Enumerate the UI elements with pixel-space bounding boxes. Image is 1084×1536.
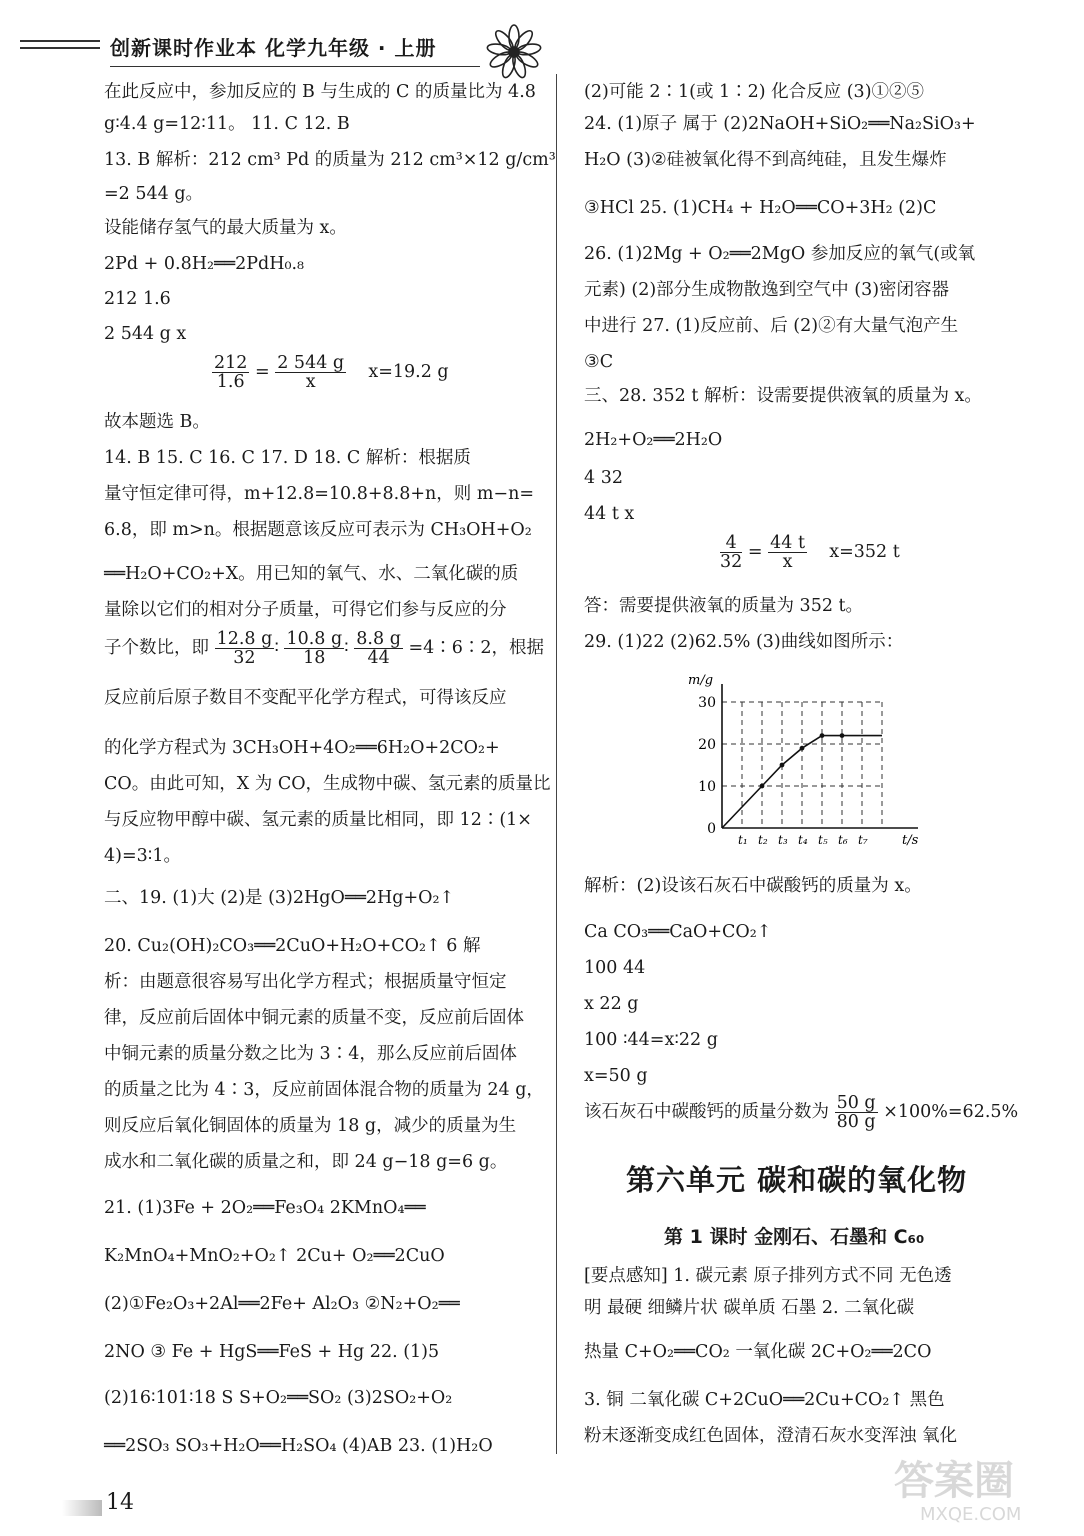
text-line: 二、19. (1)大 (2)是 (3)2HgO══2Hg+O₂↑ bbox=[104, 888, 455, 908]
unit-title: 第六单元 碳和碳的氧化物 bbox=[626, 1163, 968, 1197]
x-tick-label: t₃ bbox=[778, 833, 788, 847]
text-line: 2Pd + 0.8H₂══2PdH₀.₈ bbox=[104, 254, 305, 274]
watermark-logo bbox=[884, 1448, 1074, 1528]
text-line: 20. Cu₂(OH)₂CO₃══2CuO+H₂O+CO₂↑ 6 解 bbox=[104, 936, 481, 956]
text-line: 21. (1)3Fe + 2O₂══Fe₃O₄ 2KMnO₄══ bbox=[104, 1198, 426, 1218]
text-line: 明 最硬 细鳞片状 碳单质 石墨 2. 二氧化碳 bbox=[584, 1298, 915, 1318]
text-line: 13. B 解析：212 cm³ Pd 的质量为 212 cm³×12 g/cm³ bbox=[104, 150, 556, 170]
text-line: [要点感知] 1. 碳元素 原子排列方式不同 无色透 bbox=[584, 1266, 952, 1286]
fraction: $\frac{50 g}{80 g}$ bbox=[836, 1093, 876, 1132]
x-tick-label: t₇ bbox=[858, 833, 868, 847]
header-rule bbox=[110, 66, 480, 67]
y-tick-label: 30 bbox=[698, 695, 716, 711]
svg-text:答案圈: 答案圈 bbox=[894, 1458, 1014, 1504]
text-line: 热量 C+O₂══CO₂ 一氧化碳 2C+O₂══2CO bbox=[584, 1342, 932, 1362]
text-line: H₂O (3)②硅被氧化得不到高纯硅，且发生爆炸 bbox=[584, 150, 947, 170]
data-point bbox=[840, 733, 845, 738]
x-tick-label: t₁ bbox=[738, 833, 748, 847]
y-tick-label: 20 bbox=[698, 737, 716, 753]
text-line: 2H₂+O₂══2H₂O bbox=[584, 430, 723, 450]
fraction: $\frac{8.8 g}{44}$ bbox=[356, 629, 401, 668]
text-line: 粉末逐渐变成红色固体，澄清石灰水变浑浊 氧化 bbox=[584, 1426, 958, 1446]
text-line: 26. (1)2Mg + O₂══2MgO 参加反应的氧气(或氧 bbox=[584, 244, 976, 264]
text-line: 则反应后氧化铜固体的质量为 18 g，减少的质量为生 bbox=[104, 1116, 517, 1136]
text-line: 故本题选 B。 bbox=[104, 412, 210, 432]
text-line: 的化学方程式为 3CH₃OH+4O₂══6H₂O+2CO₂+ bbox=[104, 738, 500, 758]
text-line: 三、28. 352 t 解析：设需要提供液氧的质量为 x。 bbox=[584, 386, 982, 406]
y-tick-label: 10 bbox=[698, 779, 716, 795]
text-line: 律，反应前后固体中铜元素的质量不变，反应前后固体 bbox=[104, 1008, 524, 1028]
text-line: 2NO ③ Fe + HgS══FeS + Hg 22. (1)5 bbox=[104, 1342, 440, 1362]
text-line: 100 44 bbox=[584, 958, 646, 978]
text-line: 29. (1)22 (2)62.5% (3)曲线如图所示： bbox=[584, 632, 904, 652]
header-title: 创新课时作业本 化学九年级 · 上册 bbox=[110, 36, 437, 60]
text-line: 4)=3∶1。 bbox=[104, 846, 181, 866]
text-line: 212 1.6 bbox=[104, 289, 171, 309]
data-point bbox=[820, 733, 825, 738]
text-line: ③C bbox=[584, 352, 614, 372]
fraction: $\frac{212}{1.6}$ bbox=[214, 353, 248, 392]
text-line: ══2SO₃ SO₃+H₂O══H₂SO₄ (4)AB 23. (1)H₂O bbox=[104, 1436, 493, 1456]
text-line: x 22 g bbox=[584, 994, 639, 1014]
mass-time-chart bbox=[676, 664, 936, 854]
x-tick-label: t₄ bbox=[798, 833, 808, 847]
x-tick-label: t₂ bbox=[758, 833, 768, 847]
fraction: $\frac{2 544 g}{x}$ bbox=[277, 353, 345, 392]
column-divider bbox=[556, 74, 557, 1454]
data-point bbox=[800, 746, 805, 751]
text-line: 与反应物甲醇中碳、氢元素的质量比相同，即 12∶(1× bbox=[104, 810, 532, 830]
fraction: $\frac{44 t}{x}$ bbox=[770, 533, 805, 572]
data-point bbox=[760, 784, 765, 789]
text-line: 的质量之比为 4∶3，反应前固体混合物的质量为 24 g， bbox=[104, 1080, 544, 1100]
text-line: CO。由此可知，X 为 CO，生成物中碳、氢元素的质量比 bbox=[104, 774, 551, 794]
page-header bbox=[20, 28, 540, 68]
text-line: 设能储存氢气的最大质量为 x。 bbox=[104, 218, 347, 238]
text-line: 中进行 27. (1)反应前、后 (2)②有大量气泡产生 bbox=[584, 316, 959, 336]
percent-line: 该石灰石中碳酸钙的质量分数为 $\frac{50 g}{80 g}$ ×100%=62.5% bbox=[584, 1093, 1019, 1132]
left-fraction-equation: $\frac{212}{1.6}$ = $\frac{2 544 g}{x}$ x=19.2 g bbox=[214, 353, 449, 392]
text-line: (2)16∶101∶18 S S+O₂══SO₂ (3)2SO₂+O₂ bbox=[104, 1388, 453, 1408]
right-fraction-equation: $\frac{4}{32}$ = $\frac{44 t}{x}$ x=352 t bbox=[720, 533, 900, 572]
flower-icon bbox=[482, 20, 546, 84]
text-line: x=50 g bbox=[584, 1066, 648, 1086]
fraction: $\frac{12.8 g}{32}$ bbox=[216, 629, 273, 668]
text-line: 24. (1)原子 属于 (2)2NaOH+SiO₂══Na₂SiO₃+ bbox=[584, 114, 976, 134]
text-line: g∶4.4 g=12∶11。 11. C 12. B bbox=[104, 114, 350, 134]
x-tick-label: t₆ bbox=[838, 833, 848, 847]
text-line: 中铜元素的质量分数之比为 3∶4，那么反应前后固体 bbox=[104, 1044, 517, 1064]
text-line: 元素) (2)部分生成物散逸到空气中 (3)密闭容器 bbox=[584, 280, 950, 300]
text-line: ══H₂O+CO₂+X。用已知的氧气、水、二氧化碳的质 bbox=[104, 564, 519, 584]
text-line: 14. B 15. C 16. C 17. D 18. C 解析：根据质 bbox=[104, 448, 471, 468]
text-line: 量除以它们的相对分子质量，可得它们参与反应的分 bbox=[104, 600, 507, 620]
header-decoration-lines bbox=[20, 40, 100, 54]
text-line: ③HCl 25. (1)CH₄ + H₂O══CO+3H₂ (2)C bbox=[584, 198, 937, 218]
svg-text:MXQE.COM: MXQE.COM bbox=[920, 1504, 1022, 1525]
text-line: (2)①Fe₂O₃+2Al══2Fe+ Al₂O₃ ②N₂+O₂══ bbox=[104, 1294, 460, 1314]
y-tick-label: 0 bbox=[707, 821, 716, 837]
text-line: =2 544 g。 bbox=[104, 184, 204, 204]
text-line: (2)可能 2∶1(或 1∶2) 化合反应 (3)①②⑤ bbox=[584, 82, 925, 102]
lesson-title: 第 1 课时 金刚石、石墨和 C₆₀ bbox=[664, 1226, 925, 1248]
text-line: 量守恒定律可得，m+12.8=10.8+8.8+n，则 m−n= bbox=[104, 484, 535, 504]
text-line: 44 t x bbox=[584, 504, 635, 524]
text-line: 4 32 bbox=[584, 468, 623, 488]
text-line: 成水和二氧化碳的质量之和，即 24 g−18 g=6 g。 bbox=[104, 1152, 508, 1172]
text-line: 答：需要提供液氧的质量为 352 t。 bbox=[584, 596, 864, 616]
y-axis-label: m/g bbox=[688, 673, 714, 688]
text-line: 3. 铜 二氧化碳 C+2CuO══2Cu+CO₂↑ 黑色 bbox=[584, 1390, 945, 1410]
text-line: 2 544 g x bbox=[104, 324, 187, 344]
data-point bbox=[780, 763, 785, 768]
left-ratio-line: 子个数比，即 $\frac{12.8 g}{32}$ ∶ $\frac{10.8 g}{18}$ ∶ $\frac{8.8 g}{44}$ =4∶6∶2，根据 bbox=[104, 629, 545, 668]
text-line: Ca CO₃══CaO+CO₂↑ bbox=[584, 922, 772, 942]
text-line: 在此反应中，参加反应的 B 与生成的 C 的质量比为 4.8 bbox=[104, 82, 536, 102]
fraction: $\frac{10.8 g}{18}$ bbox=[286, 629, 343, 668]
text-line: 100 ∶44=x∶22 g bbox=[584, 1030, 718, 1050]
fraction: $\frac{4}{32}$ bbox=[720, 533, 743, 572]
text-line: 解析：(2)设该石灰石中碳酸钙的质量为 x。 bbox=[584, 876, 922, 896]
page-number: 14 bbox=[106, 1490, 134, 1515]
text-line: K₂MnO₄+MnO₂+O₂↑ 2Cu+ O₂══2CuO bbox=[104, 1246, 445, 1266]
text-line: 反应前后原子数目不变配平化学方程式，可得该反应 bbox=[104, 688, 507, 708]
text-line: 析：由题意很容易写出化学方程式；根据质量守恒定 bbox=[104, 972, 507, 992]
x-tick-label: t₅ bbox=[818, 833, 828, 847]
x-axis-label: t/s bbox=[902, 833, 919, 848]
text-line: 6.8，即 m>n。根据题意该反应可表示为 CH₃OH+O₂ bbox=[104, 520, 532, 540]
